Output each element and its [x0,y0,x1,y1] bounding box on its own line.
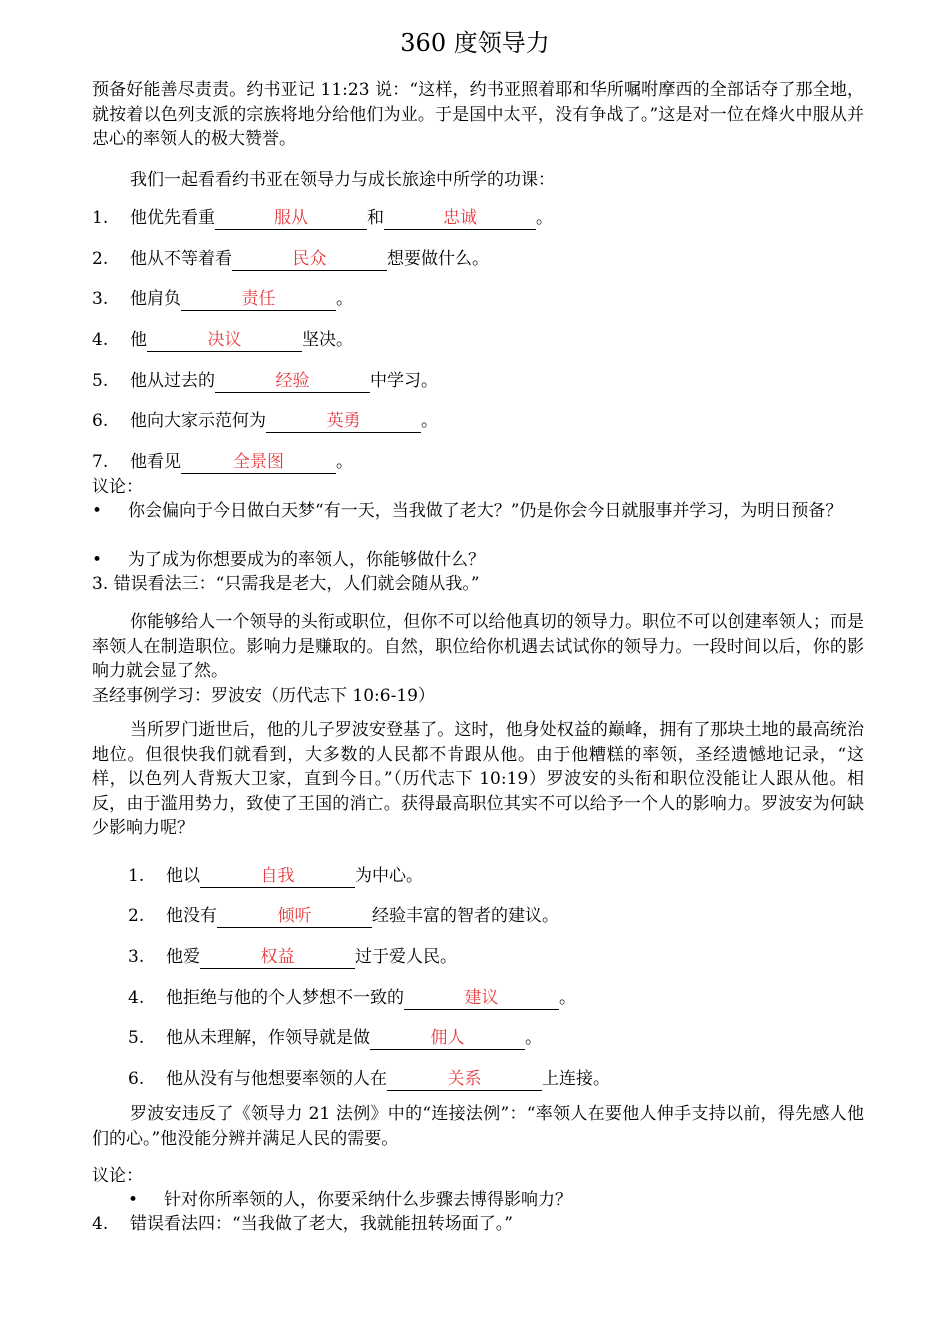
list1-item-4 [92,328,353,352]
discussion-label: 议论： [92,1166,143,1186]
list2-item-2 [128,904,559,928]
item-text: 。 [536,208,553,228]
bullet-icon: • [92,550,103,570]
item-text: 他拒绝与他的个人梦想不一致的 [166,988,404,1008]
item-text: 上连接。 [542,1069,610,1089]
list1-item-2 [92,247,489,271]
list2-item-3 [128,945,457,969]
item-text: 坚决。 [302,330,353,350]
list1-item-1 [92,206,553,230]
bullet-icon: • [128,1190,139,1210]
list1-item-3 [92,287,353,311]
bullet-icon: • [92,501,103,521]
item-text: 他从不等着看 [130,249,232,269]
list-number: 6. [128,1069,145,1089]
item-text: 为中心。 [355,866,423,886]
list1-item-6 [92,409,438,433]
item-text: 。 [336,289,353,309]
answer-blank: 服从 [215,208,367,230]
lesson-intro: 我们一起看看约书亚在领导力与成长旅途中所学的功课： [130,170,555,190]
list-number: 3. [128,947,145,967]
case-study-paragraph: 当所罗门逝世后，他的儿子罗波安登基了。这时，他身处权益的巅峰，拥有了那块土地的最高统治地位。但很快我们就看到，大多数的人民都不肯跟从他。由于他糟糕的率领，圣经遗憾地记录，“这样，以色列人背叛大卫家，直到今日。”（历代志下 10:19）罗波安的头衔和职位没能让人跟从他。相反，由于滥用势力，致使了王国的消亡。获得最高职位其实不可以给予一个人的影响力。罗波安为何缺少影响力呢？ [92,720,864,838]
item-text: 。 [525,1028,542,1048]
answer-blank: 自我 [200,866,355,888]
list-number: 1. [128,866,145,886]
list-number: 3. [92,289,109,309]
list2-item-1 [128,864,423,888]
item-text: 他从过去的 [130,371,215,391]
bullet-text: 你会偏向于今日做白天梦“有一天，当我做了老大？”仍是你会今日就服事并学习，为明日预备？ [128,501,843,521]
answer-blank: 全景图 [181,452,336,474]
answer-blank: 关系 [387,1069,542,1091]
discussion-bullet-2 [92,548,864,573]
list-number: 6. [92,411,109,431]
answer-blank: 英勇 [266,411,421,433]
answer-blank: 经验 [215,371,370,393]
list1-item-5 [92,369,438,393]
item-text: 过于爱人民。 [355,947,457,967]
item-text: 他没有 [166,906,217,926]
answer-blank: 决议 [147,330,302,352]
answer-blank: 民众 [232,249,387,271]
discussion-bullet-3 [128,1188,572,1212]
item-text: 他向大家示范何为 [130,411,266,431]
list2-item-4 [128,986,576,1010]
myth-4-text: 错误看法四：“当我做了老大，我就能扭转场面了。” [130,1214,513,1234]
page-title: 360 度领导力 [400,29,550,57]
item-text: 他优先看重 [130,208,215,228]
list-number: 2. [128,906,145,926]
list-number: 4. [92,1214,109,1234]
list2-item-6 [128,1067,610,1091]
item-text: 中学习。 [370,371,438,391]
list-number: 4. [128,988,145,1008]
list-number: 1. [92,208,109,228]
item-text: 他 [130,330,147,350]
item-text: 他从未理解，作领导就是做 [166,1028,370,1048]
item-text: 想要做什么。 [387,249,489,269]
list1-item-7 [92,450,353,474]
item-text: 。 [559,988,576,1008]
item-text: 他肩负 [130,289,181,309]
item-text: 。 [421,411,438,431]
item-text: 他看见 [130,452,181,472]
answer-blank: 责任 [181,289,336,311]
bullet-text: 针对你所率领的人，你要采纳什么步骤去博得影响力？ [164,1190,572,1210]
case-study-title: 圣经事例学习：罗波安（历代志下 10:6-19） [92,686,435,706]
law-paragraph: 罗波安违反了《领导力 21 法例》中的“连接法例”：“率领人在要他人伸手支持以前，得先感人他们的心。”他没能分辨并满足人民的需要。 [92,1104,864,1149]
answer-blank: 佣人 [370,1028,525,1050]
list2-item-5 [128,1026,542,1050]
item-text: 他以 [166,866,200,886]
answer-blank: 倾听 [217,906,372,928]
list-number: 2. [92,249,109,269]
item-text: 经验丰富的智者的建议。 [372,906,559,926]
item-text: 他爱 [166,947,200,967]
answer-blank: 忠诚 [384,208,536,230]
discussion-bullet-1 [92,499,864,524]
list-number: 5. [128,1028,145,1048]
list-number: 4. [92,330,109,350]
myth-3-heading: 3. 错误看法三：“只需我是老大，人们就会随从我。” [92,574,480,594]
item-text: 和 [367,208,384,228]
list-number: 5. [92,371,109,391]
item-text: 。 [336,452,353,472]
bullet-text: 为了成为你想要成为的率领人，你能够做什么？ [128,550,485,570]
myth-3-paragraph: 你能够给人一个领导的头衔或职位，但你不可以给他真切的领导力。职位不可以创建率领人；而是率领人在制造职位。影响力是赚取的。自然，职位给你机遇去试试你的领导力。一段时间以后，你的影响力就会显了然。 [92,612,864,681]
myth-4-heading [92,1212,513,1236]
answer-blank: 建议 [404,988,559,1010]
discussion-label: 议论： [92,477,143,497]
intro-paragraph: 预备好能善尽责责。约书亚记 11:23 说：“这样，约书亚照着耶和华所嘱咐摩西的全部话夺了那全地，就按着以色列支派的宗族将地分给他们为业。于是国中太平，没有争战了。”这是对一位在烽火中服从并忠心的率领人的极大赞誉。 [92,80,864,149]
item-text: 他从没有与他想要率领的人在 [166,1069,387,1089]
list-number: 7. [92,452,109,472]
answer-blank: 权益 [200,947,355,969]
